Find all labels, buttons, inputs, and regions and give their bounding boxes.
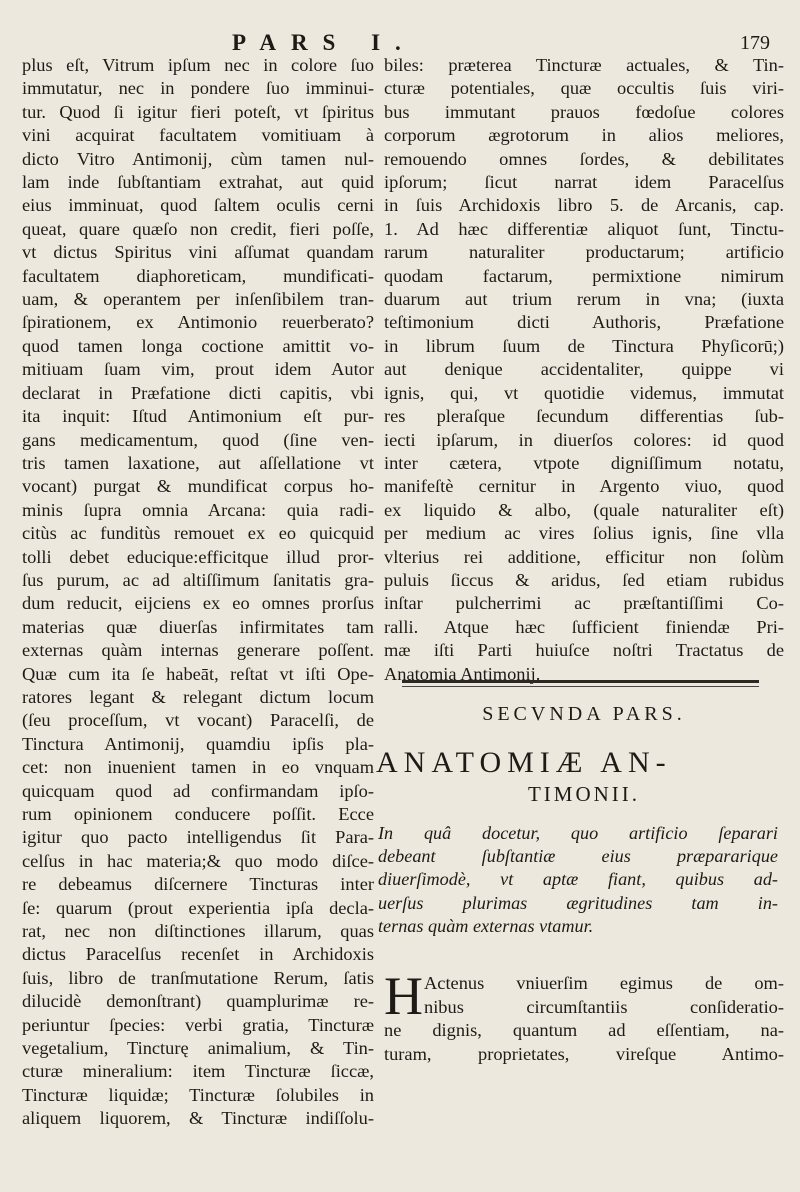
text-line: ſuis, libro de tranſmutatione Rerum, ſatis	[22, 967, 374, 988]
left-column	[22, 54, 374, 1131]
text-line: citùs ac funditùs remouet ex eo quicquid	[22, 523, 374, 544]
text-line: cet: non inuenient tamen in eo vnquam	[22, 757, 374, 778]
text-line: bus immutant prauos fœdoſue colores	[384, 101, 784, 122]
text-line: queat, quare quæſo non credit, fieri poſſe,	[22, 218, 374, 239]
text-line: facultatem diaphoreticam, mundificati-	[22, 265, 374, 286]
summary-line: debeant ſubſtantiæ eius præpararique	[378, 846, 778, 867]
summary-line: uerſus plurimas ægritudines tam in-	[378, 892, 778, 913]
text-line: mæ iſti Parti huiuſce noſtri Tractatus de	[384, 640, 784, 661]
text-line: quod tamen longa coctione amittit vo-	[22, 335, 374, 356]
text-line: vlterius rei additione, efficitur non ſolùm	[384, 546, 784, 567]
text-line: cturæ potentiales, quæ occultis ſuis viri-	[384, 78, 784, 99]
page-number: 179	[740, 32, 770, 54]
text-line: ſe: quarum (prout experientia ipſa decla-	[22, 897, 374, 918]
text-line: externas quàm internas generare poſſent.	[22, 640, 374, 661]
text-line: ex liquido & albo, (quale naturaliter eſt)	[384, 499, 784, 520]
text-line: 1. Ad hæc differentiæ aliquot ſunt, Tinctu-	[384, 218, 784, 239]
summary-line: In quâ docetur, quo artificio ſeparari	[378, 823, 778, 843]
text-line: gans medicamentum, quod (ſine ven-	[22, 429, 374, 450]
text-line: ratores legant & relegant dictum locum	[22, 686, 374, 707]
text-line: re debeamus diſcernere Tincturas inter	[22, 874, 374, 895]
section-divider	[402, 680, 759, 683]
text-line: Tincturæ liquidæ; Tincturæ ſolubiles in	[22, 1084, 374, 1105]
section-body	[384, 966, 784, 1066]
text-line: tris tamen laxatione, aut aſſellatione vt	[22, 452, 374, 473]
text-line: declarat in Præfatione dicti capitis, vbi	[22, 382, 374, 403]
section-summary	[378, 822, 778, 938]
drop-cap: H	[384, 966, 423, 1026]
text-line: tur. Quod ſi igitur fieri poteſt, vt ſpiritus	[22, 101, 374, 122]
text-line: celſus in hac materia;& quo modo diſce-	[22, 850, 374, 871]
text-line: plus eſt, Vitrum ipſum nec in colore ſuo	[22, 55, 374, 75]
text-line: vt dictus Spiritus vini aſſumat quandam	[22, 242, 374, 263]
text-line: vegetalium, Tincturę animalium, & Tin-	[22, 1038, 374, 1059]
text-line: tolli debet educique:efficitque illud pror-	[22, 546, 374, 567]
text-line: teſtimonium dicti Authoris, Præfatione	[384, 312, 784, 333]
text-line: vocant) purgat & mundificat corpus ho-	[22, 476, 374, 497]
section-title: ANATOMIÆ AN-	[376, 746, 672, 779]
text-line: quicquam quod ad confirmandam ipſo-	[22, 780, 374, 801]
text-line: uam, & operantem per inſenſibilem tran-	[22, 289, 374, 310]
text-line: rat, nec non diſtinctiones illarum, quas	[22, 921, 374, 942]
text-line: ſpirationem, ex Antimonio reuerberato?	[22, 312, 374, 333]
summary-line: diuerſimodè, vt aptæ fiant, quibus ad-	[378, 869, 778, 890]
text-line: igitur quo pacto intelligendus ſit Para-	[22, 827, 374, 848]
text-line: remouendo omnes ſordes, & debilitates	[384, 148, 784, 169]
text-line: Tinctura Antimonij, quamdiu ipſis pla-	[22, 733, 374, 754]
summary-line: ternas quàm externas vtamur.	[378, 915, 594, 936]
text-line: ne dignis, quantum ad eſſentiam, na-	[384, 1020, 784, 1041]
text-line: inſtar pulcherrimi ac præſtantiſſimi Co-	[384, 593, 784, 614]
text-line: turam, proprietates, vireſque Antimo-	[384, 1043, 784, 1064]
text-line: in librum ſuum de Tinctura Phyſicorū;)	[384, 335, 784, 356]
text-line: minis ſupra omnia Arcana: quia radi-	[22, 499, 374, 520]
text-line: (ſeu proceſſum, vt vocant) Paracelſi, de	[22, 710, 374, 731]
text-line: Actenus vniuerſim egimus de om-	[424, 973, 784, 993]
section-divider-thin	[402, 686, 759, 687]
text-line: in ſuis Archidoxis libro 5. de Arcanis, cap.	[384, 195, 784, 216]
text-line: nibus circumſtantiis conſideratio-	[424, 996, 784, 1017]
text-line: iecti ipſarum, in diuerſos colores: id quod	[384, 429, 784, 450]
text-line: ita inquit: Iſtud Antimonium eſt pur-	[22, 406, 374, 427]
running-head: PARS I.	[232, 30, 416, 55]
text-line: eius imminuat, quod ſaltem oculis cerni	[22, 195, 374, 216]
text-line: duarum aut trium rerum in vna; (iuxta	[384, 289, 784, 310]
text-line: res pleraſque ſecundum differentias ſub-	[384, 406, 784, 427]
text-line: cturæ mineralium: item Tincturæ ſiccæ,	[22, 1061, 374, 1082]
text-line: Quæ cum ita ſe habeāt, reſtat vt iſti Ope-	[22, 663, 374, 684]
right-column	[384, 54, 784, 686]
text-line: ſus purum, ac ad altiſſimum ſanitatis gra-	[22, 569, 374, 590]
text-line: per medium ac vires ſolius ignis, ſine vlla	[384, 523, 784, 544]
text-line: periuntur ſpecies: verbi gratia, Tincturæ	[22, 1014, 374, 1035]
text-line: dilucidè demonſtrant) quamplurimæ re-	[22, 991, 374, 1012]
text-line: biles: præterea Tincturæ actuales, & Tin-	[384, 55, 784, 75]
text-line: dicto Vitro Antimonij, cùm tamen nul-	[22, 148, 374, 169]
text-line: lam inde ſubſtantiam extrahat, aut quid	[22, 172, 374, 193]
text-line: immutatur, nec in pondere ſuo imminui-	[22, 78, 374, 99]
text-line: dictus Paracelſus recenſet in Archidoxis	[22, 944, 374, 965]
text-line: ipſorum; ſicut narrat idem Paracelſus	[384, 172, 784, 193]
text-line: corporum ægrotorum in alios meliores,	[384, 125, 784, 146]
text-line: ralli. Atque hæc ſufficient finiendæ Pri-	[384, 616, 784, 637]
section-heading: SECVNDA PARS.	[482, 703, 686, 725]
text-line: dum reducit, eijciens ex eo omnes prorſus	[22, 593, 374, 614]
text-line: materias quæ diuerſas infirmitates tam	[22, 616, 374, 637]
text-line: ignis, qui, vt quotidie videmus, immutat	[384, 382, 784, 403]
text-line: aliquem liquorem, & Tincturæ indiſſolu-	[22, 1108, 374, 1129]
text-line: vini acquirat facultatem vomitiuam à	[22, 125, 374, 146]
text-line: rarum naturaliter productarum; artificio	[384, 242, 784, 263]
text-line: aut denique accidentaliter, quippe vi	[384, 359, 784, 380]
text-line: quodam factarum, permixtione nimirum	[384, 265, 784, 286]
text-line: manifeſtè cernitur in Argento viuo, quod	[384, 476, 784, 497]
text-line: Anatomia Antimonij.	[384, 663, 541, 684]
text-line: rum opinionem conducere poſſit. Ecce	[22, 804, 374, 824]
text-line: mitiuam ſuam vim, prout idem Autor	[22, 359, 374, 380]
text-line: inter cætera, vtpote digniſſimum notatu,	[384, 452, 784, 473]
section-title-continued: TIMONII.	[527, 782, 641, 806]
text-line: puluis ſiccus & aridus, ſed etiam rubidus	[384, 569, 784, 590]
